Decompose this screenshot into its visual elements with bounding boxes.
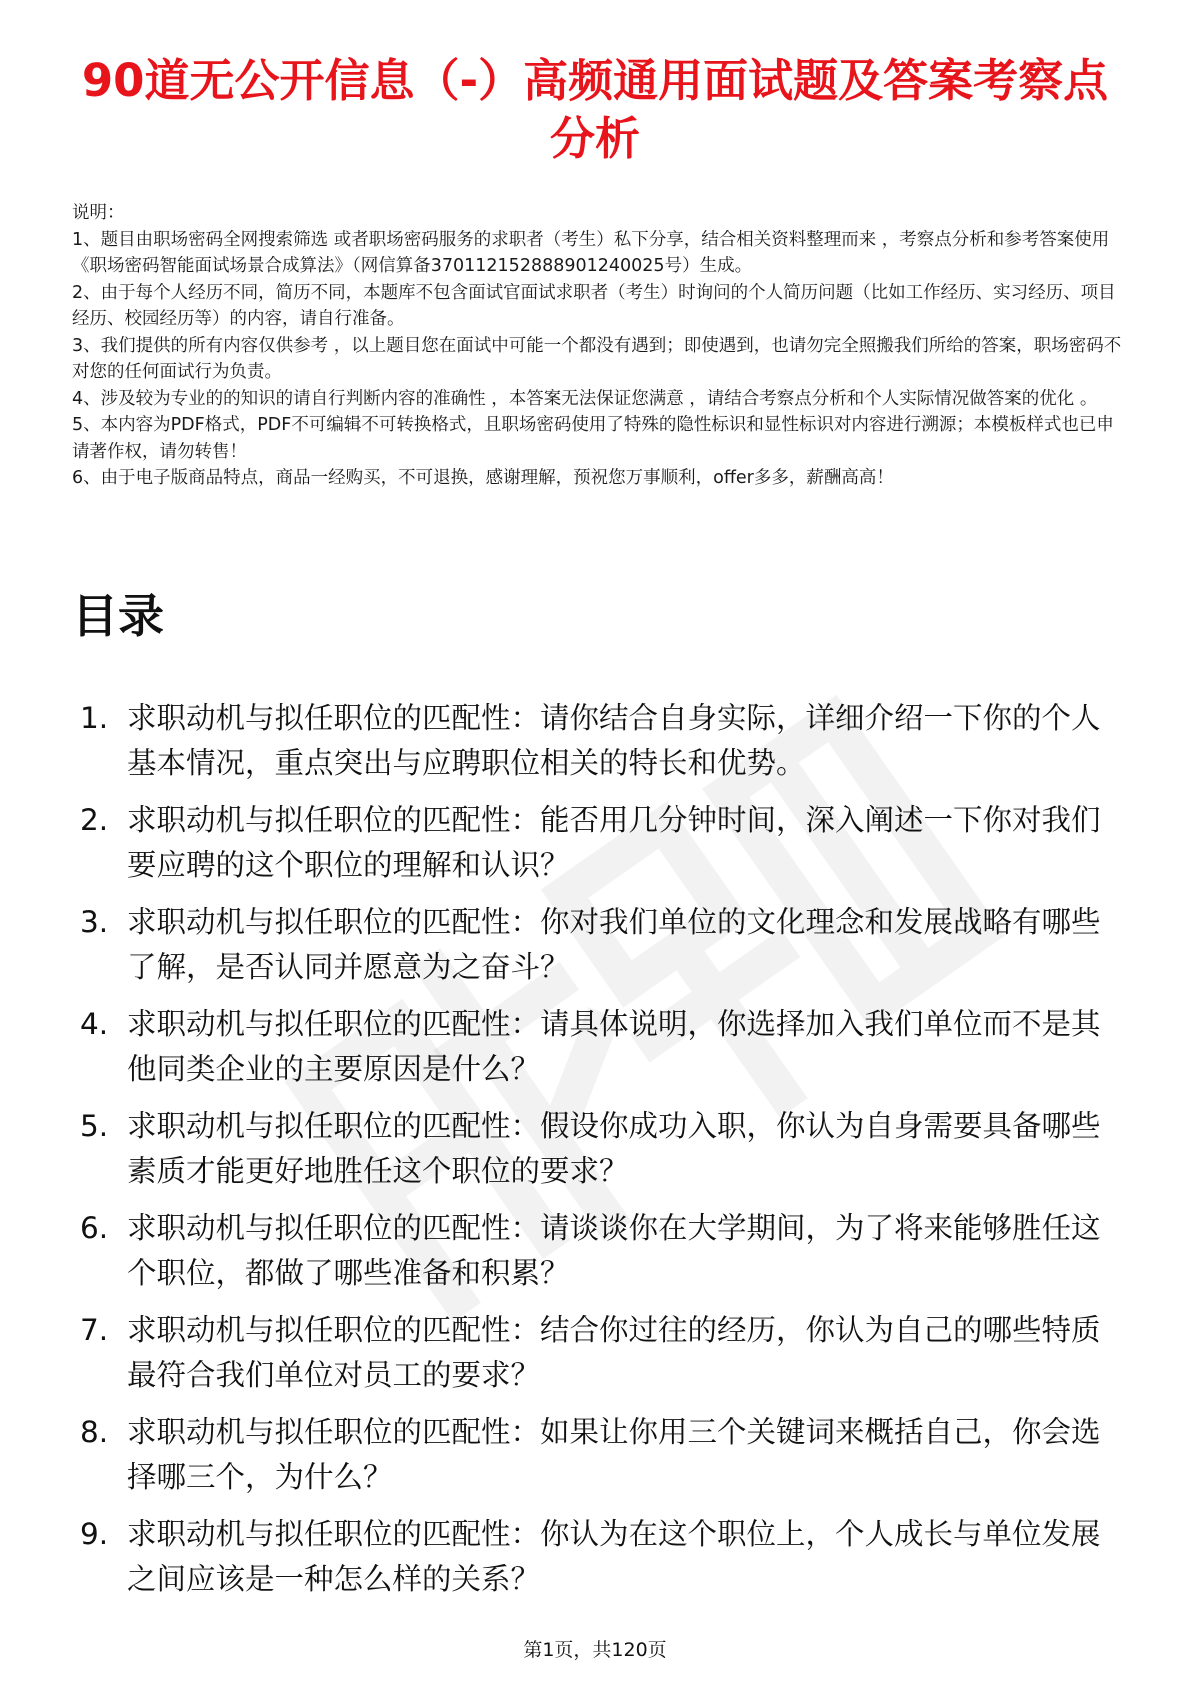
toc-list	[72, 696, 1122, 1614]
note-line-5: 5、本内容为PDF格式，PDF不可编辑不可转换格式，且职场密码使用了特殊的隐性标识和显性标识对内容进行溯源；本模板样式也已申请著作权，请勿转售！	[72, 415, 1114, 462]
note-line-2: 2、由于每个人经历不同，简历不同，本题库不包含面试官面试求职者（考生）时询问的个人简历问题（比如工作经历、实习经历、项目经历、校园经历等）的内容，请自行准备。	[72, 282, 1116, 329]
note-line-4: 4、涉及较为专业的的知识的请自行判断内容的准确性 ，本答案无法保证您满意 ，请结合考察点分析和个人实际情况做答案的优化 。	[72, 388, 1098, 409]
toc-item-number: 1.	[80, 701, 109, 735]
toc-item-4[interactable]	[72, 1002, 1122, 1092]
toc-item-text: 求职动机与拟任职位的匹配性：请谈谈你在大学期间，为了将来能够胜任这个职位，都做了哪些准备和积累？	[127, 1211, 1101, 1290]
note-line-0: 说明：	[72, 203, 125, 223]
toc-item-number: 3.	[80, 905, 109, 939]
document-title: 90道无公开信息（-）高频通用面试题及答案考察点分析	[81, 54, 1109, 165]
toc-item-text: 求职动机与拟任职位的匹配性：能否用几分钟时间，深入阐述一下你对我们要应聘的这个职位的理解和认识？	[127, 803, 1101, 882]
note-line-3: 3、我们提供的所有内容仅供参考 ，以上题目您在面试中可能一个都没有遇到；即使遇到，也请勿完全照搬我们所给的答案，职场密码不对您的任何面试行为负责。	[72, 335, 1122, 382]
toc-item-text: 求职动机与拟任职位的匹配性：结合你过往的经历，你认为自己的哪些特质最符合我们单位对员工的要求？	[127, 1313, 1101, 1392]
toc-heading: 目录	[72, 589, 164, 643]
toc-item-1[interactable]	[72, 696, 1122, 786]
toc-item-6[interactable]	[72, 1206, 1122, 1296]
toc-item-text: 求职动机与拟任职位的匹配性：假设你成功入职，你认为自身需要具备哪些素质才能更好地胜任这个职位的要求？	[127, 1109, 1101, 1188]
toc-item-8[interactable]	[72, 1410, 1122, 1500]
toc-item-2[interactable]	[72, 798, 1122, 888]
toc-item-number: 8.	[80, 1415, 109, 1449]
toc-item-number: 6.	[80, 1211, 109, 1245]
toc-item-7[interactable]	[72, 1308, 1122, 1398]
page-footer: 第1页，共120页	[523, 1639, 667, 1661]
toc-item-text: 求职动机与拟任职位的匹配性：你认为在这个职位上，个人成长与单位发展之间应该是一种怎么样的关系？	[127, 1517, 1101, 1596]
toc-item-text: 求职动机与拟任职位的匹配性：如果让你用三个关键词来概括自己，你会选择哪三个，为什么？	[127, 1415, 1101, 1494]
toc-item-number: 5.	[80, 1109, 109, 1143]
toc-item-text: 求职动机与拟任职位的匹配性：请具体说明，你选择加入我们单位而不是其他同类企业的主要原因是什么？	[127, 1007, 1101, 1086]
toc-item-number: 2.	[80, 803, 109, 837]
toc-item-text: 求职动机与拟任职位的匹配性：你对我们单位的文化理念和发展战略有哪些了解，是否认同并愿意为之奋斗？	[127, 905, 1101, 984]
toc-item-number: 4.	[80, 1007, 109, 1041]
note-line-6: 6、由于电子版商品特点，商品一经购买，不可退换，感谢理解，预祝您万事顺利，offer多多，薪酬高高！	[72, 468, 894, 488]
toc-item-text: 求职动机与拟任职位的匹配性：请你结合自身实际，详细介绍一下你的个人基本情况，重点突出与应聘职位相关的特长和优势。	[127, 701, 1101, 780]
toc-item-number: 9.	[80, 1517, 109, 1551]
toc-item-9[interactable]	[72, 1512, 1122, 1602]
toc-item-3[interactable]	[72, 900, 1122, 990]
toc-item-number: 7.	[80, 1313, 109, 1347]
disclaimer-notes	[72, 200, 1122, 492]
note-line-1: 1、题目由职场密码全网搜索筛选 或者职场密码服务的求职者（考生）私下分享，结合相关资料整理而来 ，考察点分析和参考答案使用《职场密码智能面试场景合成算法》（网信算备370112152888901240025号）生成。	[72, 229, 1110, 276]
toc-item-5[interactable]	[72, 1104, 1122, 1194]
